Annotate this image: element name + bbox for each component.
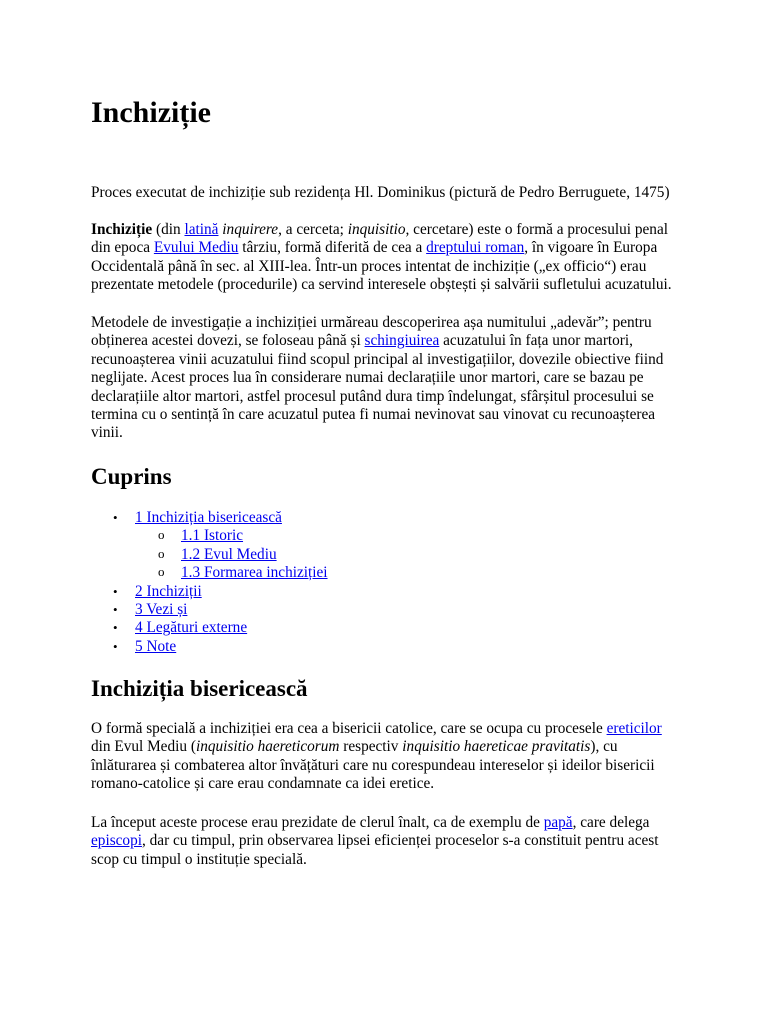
intro-bold-term: Inchiziție <box>91 221 153 238</box>
intro-text-5: târziu, formă diferită de cea a <box>238 239 427 257</box>
intro-paragraph <box>91 221 683 295</box>
church-p1-text-2: din Evul Mediu ( <box>91 738 196 756</box>
link-latina[interactable]: latină <box>184 221 219 238</box>
toc-sub-bullet: o <box>158 545 165 561</box>
toc-item <box>91 527 683 545</box>
link-schingiuirea[interactable]: schingiuirea <box>364 332 440 350</box>
link-evul-mediu[interactable]: Evului Mediu <box>153 239 239 257</box>
link-episcopi[interactable]: episcopi <box>91 832 142 850</box>
toc-link-inchizitii[interactable]: 2 Inchiziții <box>135 582 202 600</box>
methods-paragraph <box>91 314 683 443</box>
toc-bullet: • <box>113 620 118 636</box>
intro-text-1: (din <box>152 221 185 238</box>
toc-item <box>91 564 683 582</box>
toc-item <box>91 638 683 656</box>
link-papa[interactable]: papă <box>543 814 573 831</box>
toc-item <box>91 619 683 637</box>
toc-link-formarea-inchizitiei[interactable]: 1.3 Formarea inchiziției <box>181 564 328 582</box>
church-paragraph-2 <box>91 814 683 869</box>
section-heading-inchizitia-bisericeasca: Inchiziția bisericească <box>91 676 308 701</box>
toc-bullet: • <box>113 583 118 599</box>
methods-text-1: Metodele de investigație a inchiziției urmăreau descoperirea așa numitului „adevăr”; pentru obținerea acestei dovezi, se foloseau până și <box>91 314 652 350</box>
church-paragraph-1 <box>91 720 683 794</box>
toc-bullet: • <box>113 601 118 617</box>
intro-italic-inquisitio: inquisitio, <box>347 221 410 238</box>
toc-item <box>91 583 683 601</box>
toc-link-legaturi-externe[interactable]: 4 Legături externe <box>135 619 248 637</box>
intro-italic-inquirere: inquirere <box>222 221 279 238</box>
intro-text-6: , în vigoare în Europa Occidentală până în sec. al XIII-lea. Într-un proces intentat de inchiziție („ex officio“) erau prezentate metodele (procedurile) ca servind interesele obștești și salvării sufletului acuzatului. <box>91 239 672 294</box>
church-p1-italic-1: inquisitio haereticorum <box>195 738 340 756</box>
page-title: Inchiziție <box>91 96 211 129</box>
church-p2-text-2: , care delega <box>572 814 650 831</box>
toc-link-evul-mediu[interactable]: 1.2 Evul Mediu <box>181 545 277 563</box>
intro-text-4: cercetare) este o formă a procesului penal din epoca <box>91 221 668 257</box>
toc-link-vezi-si[interactable]: 3 Vezi și <box>135 600 188 618</box>
image-caption: Proces executat de inchiziție sub rezidența Hl. Dominikus (pictură de Pedro Berruguete, 1475) <box>91 184 670 201</box>
church-p2-text-1: La început aceste procese erau prezidate de clerul înalt, ca de exemplu de <box>91 814 544 831</box>
toc-link-istoric[interactable]: 1.1 Istoric <box>181 527 244 545</box>
toc-sub-bullet: o <box>158 527 165 543</box>
toc-sub-bullet: o <box>158 564 165 580</box>
church-p1-text-3: respectiv <box>339 738 403 756</box>
toc-bullet: • <box>113 510 118 525</box>
church-p1-italic-2: inquisitio haereticae pravitatis <box>402 738 591 756</box>
church-p2-text-3: , dar cu timpul, prin observarea lipsei eficienței proceselor s-a constituit pentru acest scop cu timpul o instituție specială. <box>91 832 659 868</box>
methods-text-2: acuzatului în fața unor martori, recunoașterea vinii acuzatului fiind scopul principal al investigațiilor, dovezile obiective fiind neglijate. Acest proces lua în considerare numai declarațiile unor martori, care se bazau pe declarațiile altor martori, astfel procesul putând dura timp îndelungat, sfârșitul procesului se termina cu o sentință în care acuzatul putea fi numai nevinovat sau vinovat cu recunoașterea vinii. <box>91 332 664 442</box>
toc-item <box>91 509 683 527</box>
link-ereticilor[interactable]: ereticilor <box>606 720 662 737</box>
link-dreptul-roman[interactable]: dreptului roman <box>426 239 525 257</box>
church-p1-text-1: O formă specială a inchiziției era cea a bisericii catolice, care se ocupa cu procesele <box>91 720 607 737</box>
church-p1-text-4: ), cu înlăturarea și combaterea altor învățături care nu corespundeau intereselor și ideilor bisericii romano-catolice și care erau condamnate ca idei eretice. <box>91 738 655 793</box>
toc-bullet: • <box>113 638 118 654</box>
table-of-contents <box>91 509 683 656</box>
toc-heading: Cuprins <box>91 464 172 489</box>
toc-item <box>91 601 683 619</box>
toc-item <box>91 546 683 564</box>
toc-link-inchizitia-bisericeasca[interactable]: 1 Inchiziția bisericească <box>135 509 282 526</box>
intro-text-3: , a cerceta; <box>278 221 348 238</box>
toc-link-note[interactable]: 5 Note <box>135 637 177 655</box>
